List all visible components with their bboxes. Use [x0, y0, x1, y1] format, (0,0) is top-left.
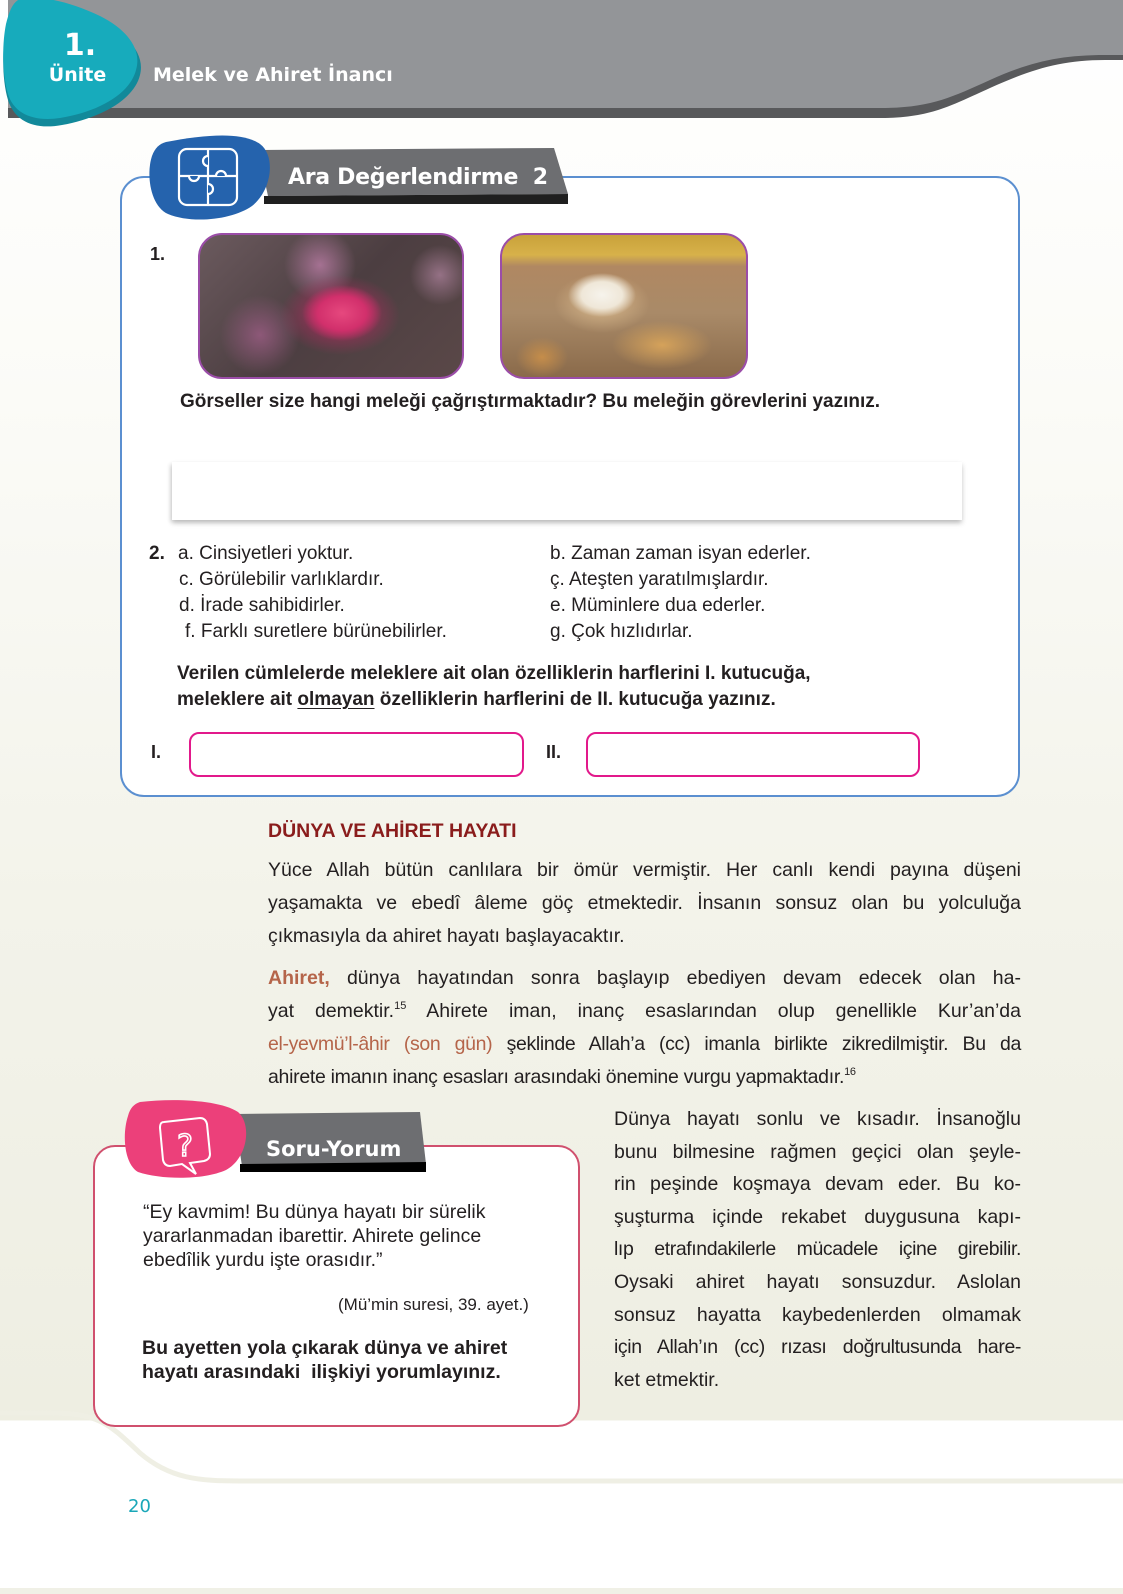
- box-2-label: II.: [546, 742, 562, 762]
- soru-yorum-title: Soru-Yorum: [266, 1137, 402, 1161]
- question-bubble-icon: [156, 1116, 212, 1176]
- term-ahiret: Ahiret,: [268, 967, 330, 989]
- svg-text:?: ?: [177, 1129, 193, 1164]
- question-2-instruction-line-1: Verilen cümlelerde meleklere ait olan özelliklerin harflerini I. kutucuğa,: [177, 663, 811, 684]
- chapter-title: Melek ve Ahiret İnancı: [153, 64, 393, 86]
- section-title: DÜNYA VE AHİRET HAYATI: [268, 820, 517, 842]
- box-1-label: I.: [151, 742, 162, 762]
- puzzle-icon: [176, 146, 240, 208]
- question-2-number: 2.: [149, 543, 165, 564]
- unit-number: 1.: [63, 28, 97, 63]
- footnote-16: 16: [844, 1066, 856, 1078]
- footer-strip: [0, 1588, 1123, 1594]
- option-c: c. Görülebilir varlıklardır.: [179, 569, 384, 590]
- flower-in-rain-photo: [198, 233, 464, 379]
- unit-label: Ünite: [48, 64, 107, 86]
- soru-yorum-box: [93, 1145, 580, 1427]
- box-2-answer-input[interactable]: [586, 732, 920, 777]
- option-e: e. Müminlere dua ederler.: [550, 595, 766, 616]
- question-1-number: 1.: [150, 244, 166, 264]
- question-1-answer-area[interactable]: [172, 462, 962, 520]
- emphasis-olmayan: olmayan: [297, 689, 375, 710]
- verse-quote: “Ey kavmim! Bu dünya hayatı bir sürelik yararlanmadan ibarettir. Ahirete gelince ebedîlik yurdu işte orasıdır.”: [143, 1201, 486, 1271]
- question-2-instruction-line-2: meleklere ait olmayan özelliklerin harflerini de II. kutucuğa yazınız.: [177, 689, 776, 710]
- option-f: f. Farklı suretlere bürünebilirler.: [185, 621, 447, 642]
- verse-source: (Mü’min suresi, 39. ayet.): [338, 1295, 529, 1314]
- paragraph-2: Ahiret, dünya hayatından sonra başlayıp ebediyen devam edecek olan ha- yat demektir.$^{15}$ Ahirete iman, inanç esaslarından olup genellikle Kur’an’da el-yevmü’l-âhir (son gün) şeklinde Allah’a (cc) imanla birlikte zikredilmiştir. Bu da ahirete imanın inanç esasları arasındaki önemine vurgu yapmaktadır.$^{16}$: [268, 967, 1021, 1088]
- page-number: 20: [128, 1496, 151, 1517]
- soru-yorum-question: Bu ayetten yola çıkarak dünya ve ahiret hayatı arasındaki ilişkiyi yorumlayınız.: [142, 1337, 508, 1383]
- paragraph-1: Yüce Allah bütün canlılara bir ömür vermiştir. Her canlı kendi payına düşeni yaşamakta ve ebedî âleme göç etmektedir. İnsanın sonsuz olan bu yolculuğa çıkmasıyla da ahiret hayatı başlayacaktır.: [268, 859, 1021, 947]
- option-a: a. Cinsiyetleri yoktur.: [178, 543, 354, 564]
- evaluation-title: Ara Değerlendirme 2: [288, 165, 548, 190]
- wheat-and-flour-photo: [500, 233, 748, 379]
- side-paragraph: Dünya hayatı sonlu ve kısadır. İnsanoğlu bunu bilmesine rağmen geçici olan şeyle- rin peşinde koşmaya devam eder. Bu ko- şuşturma içinde rekabet duygusuna kapı- lıp etrafındakilerle mücadele içine girebilir. Oysaki ahiret hayatı sonsuzdur. Aslolan sonsuz hayatta kaybedenlerden olmamak için Allah’ın (cc) rızası doğrultusunda hare- ket etmektir.: [614, 1108, 1021, 1391]
- option-d: d. İrade sahibidirler.: [179, 595, 345, 616]
- footnote-15: 15: [394, 1000, 407, 1012]
- box-1-answer-input[interactable]: [189, 732, 524, 777]
- option-b: b. Zaman zaman isyan ederler.: [550, 543, 811, 564]
- option-g: g. Çok hızlıdırlar.: [550, 621, 693, 642]
- question-1-prompt: Görseller size hangi meleği çağrıştırmaktadır? Bu meleğin görevlerini yazınız.: [180, 391, 881, 412]
- term-el-yevmul-ahir: el-yevmü’l-âhir (son gün): [268, 1033, 493, 1055]
- option-cc: ç. Ateşten yaratılmışlardır.: [550, 569, 769, 590]
